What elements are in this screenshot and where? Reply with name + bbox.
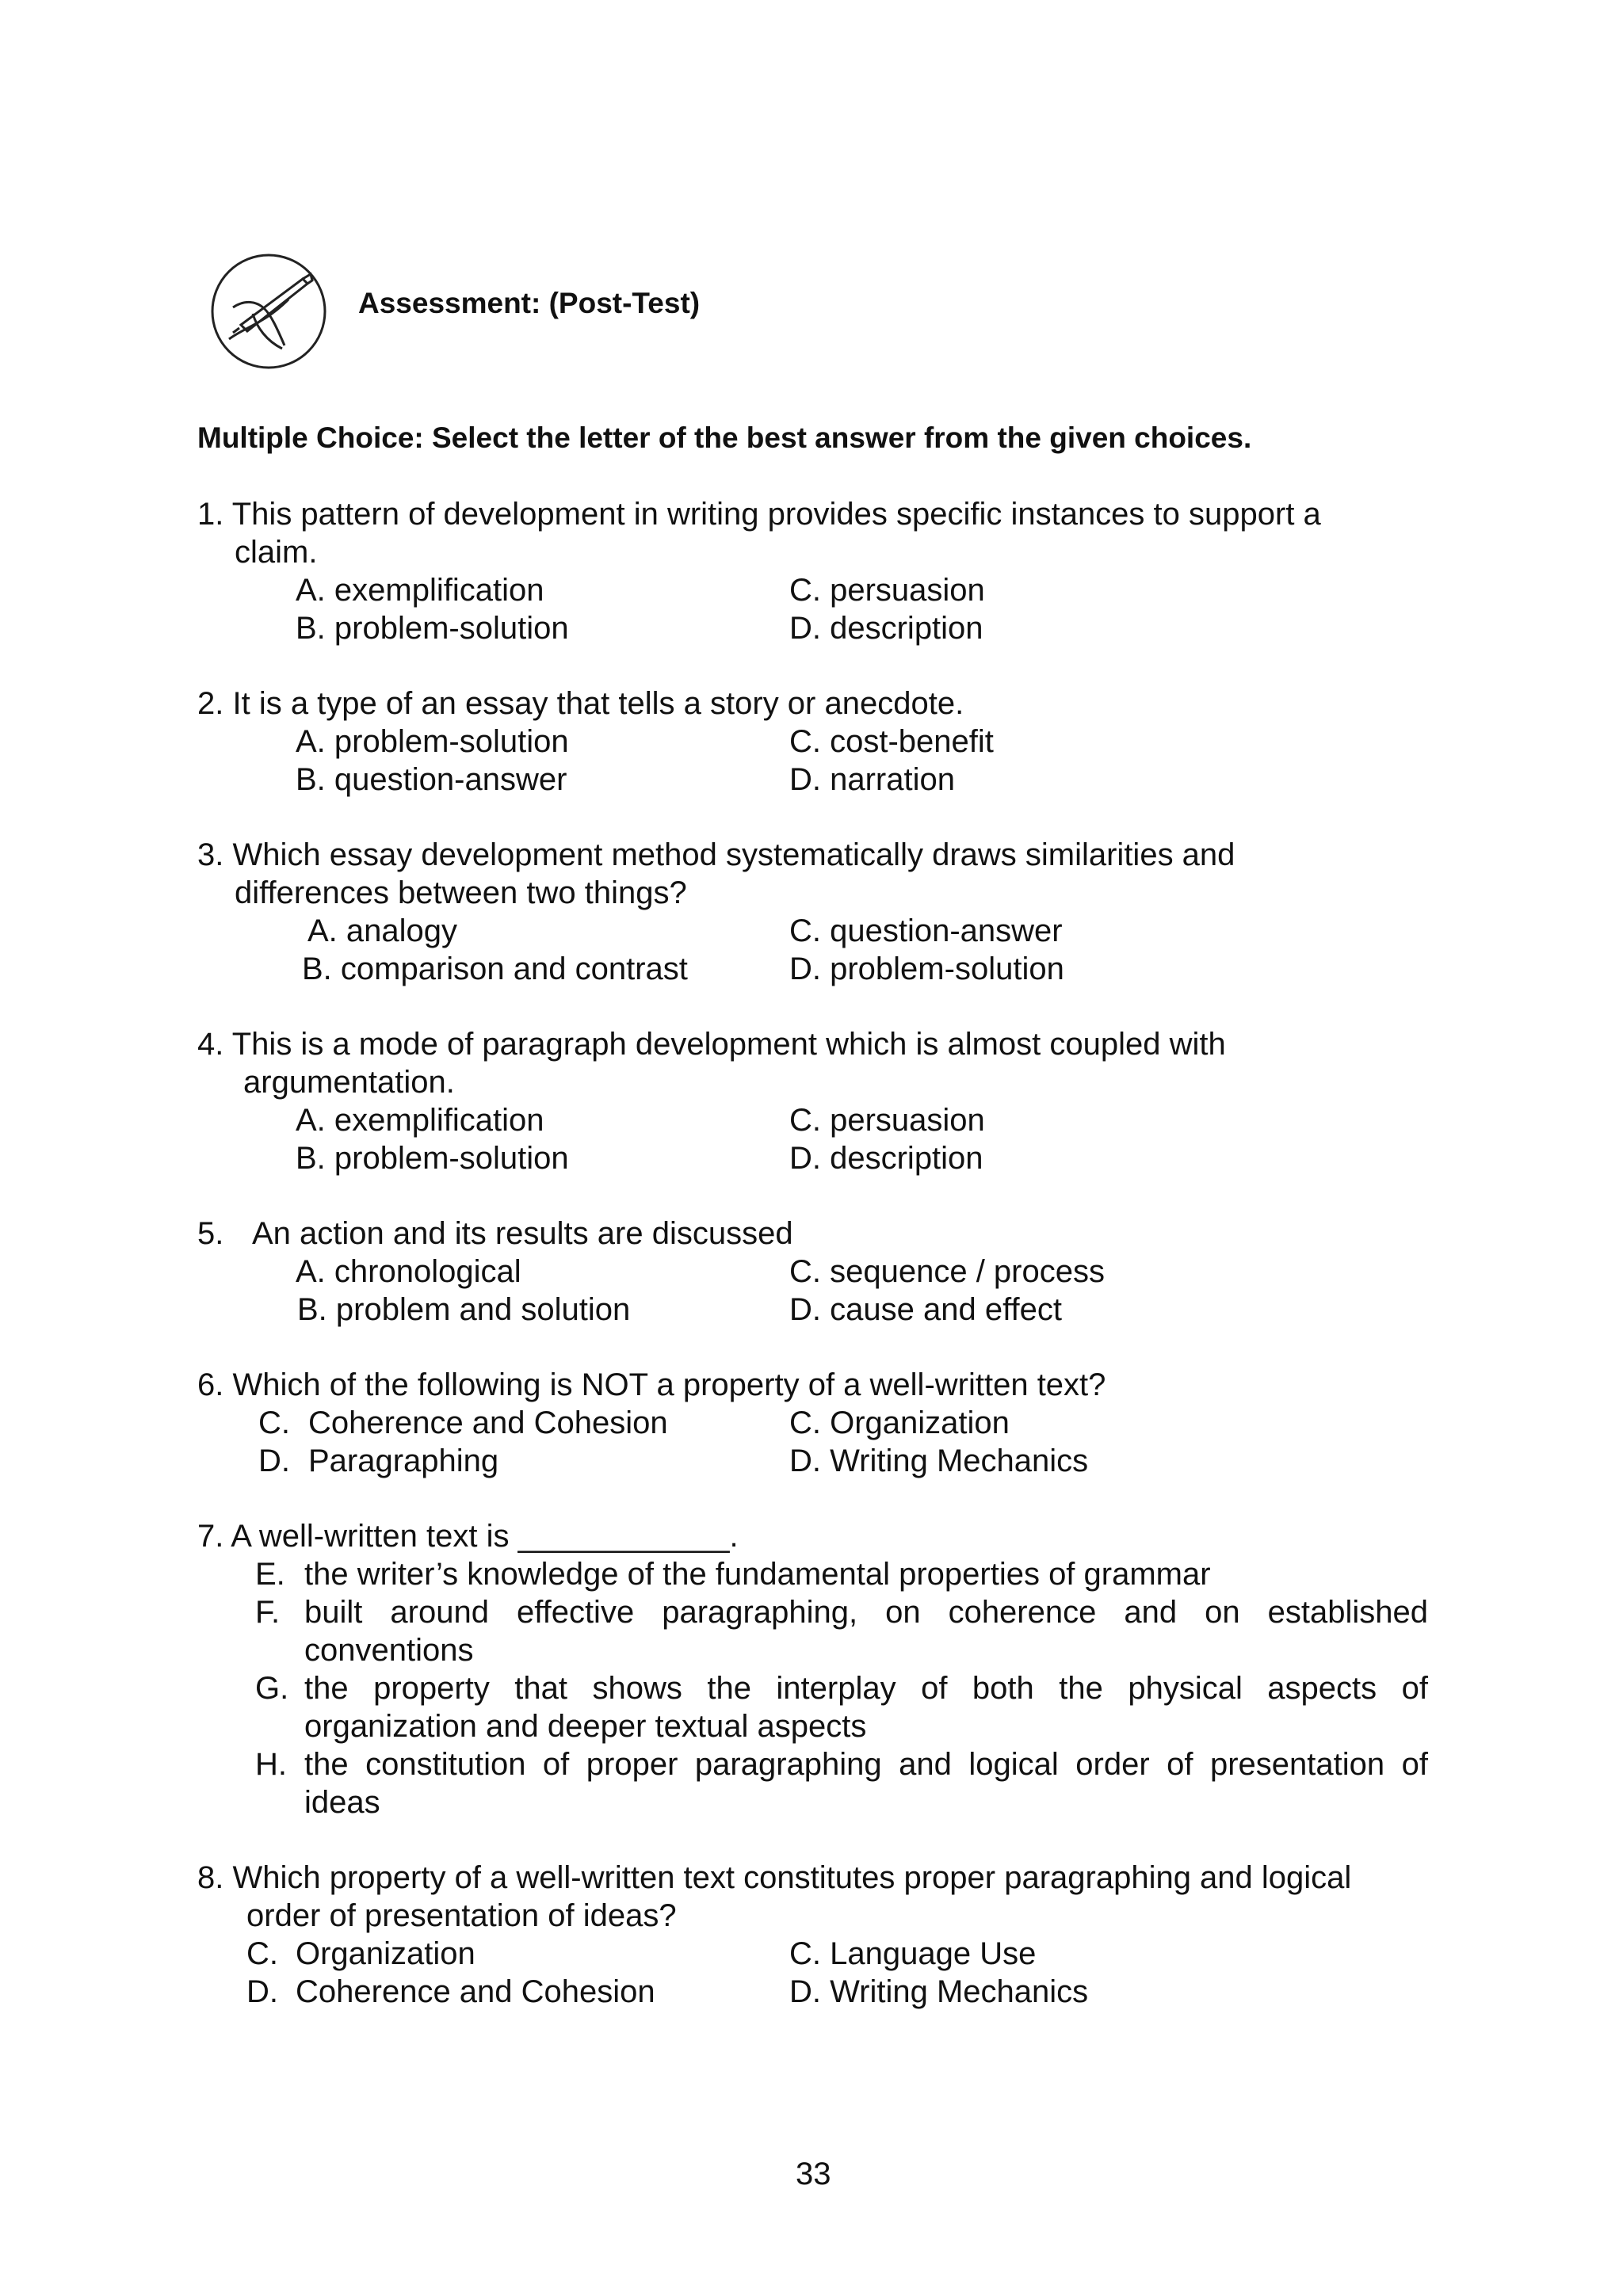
- question-8-choice-d: D. Writing Mechanics: [789, 1974, 1089, 2009]
- question-7-choice-g-letter: G.: [255, 1671, 289, 1706]
- question-8-choice-a-letter: C.: [246, 1936, 278, 1971]
- question-2-choice-a: A. problem-solution: [296, 724, 569, 759]
- question-7-text: 7. A well-written text is ____________.: [197, 1519, 739, 1554]
- question-6-choice-a-letter: C.: [258, 1405, 290, 1440]
- question-1-choice-b: B. problem-solution: [296, 611, 569, 646]
- question-7-choice-f-text: built around effective paragraphing, on coherence and on established conventions: [304, 1595, 1428, 1668]
- question-1-text-cont: claim.: [235, 535, 318, 570]
- question-3-text-cont: differences between two things?: [235, 875, 687, 910]
- question-2-choice-d: D. narration: [789, 762, 955, 797]
- question-8-text: 8. Which property of a well-written text constitutes proper paragraphing and logical: [197, 1860, 1352, 1895]
- question-7-choice-e-text: the writer’s knowledge of the fundamental properties of grammar: [304, 1557, 1211, 1592]
- question-4-choice-d: D. description: [789, 1141, 983, 1176]
- question-4-choice-a: A. exemplification: [296, 1103, 544, 1138]
- question-5-choice-a: A. chronological: [296, 1254, 521, 1289]
- question-2-text: 2. It is a type of an essay that tells a story or anecdote.: [197, 686, 964, 721]
- question-2-choice-c: C. cost-benefit: [789, 724, 994, 759]
- question-3-choice-a: A. analogy: [307, 913, 458, 948]
- question-7-choice-f-letter: F.: [255, 1595, 281, 1630]
- question-4-choice-c: C. persuasion: [789, 1103, 985, 1138]
- question-5-text: An action and its results are discussed: [252, 1216, 793, 1251]
- question-6-choice-a-text: Coherence and Cohesion: [308, 1405, 668, 1440]
- question-6-choice-b-letter: D.: [258, 1444, 290, 1478]
- question-7-choice-g-text: the property that shows the interplay of both the physical aspects of organization and deeper textual aspects: [304, 1671, 1428, 1744]
- question-5-number: 5.: [197, 1216, 224, 1251]
- question-8-text-cont: order of presentation of ideas?: [246, 1898, 677, 1933]
- question-8-choice-a-text: Organization: [296, 1936, 475, 1971]
- question-6-text: 6. Which of the following is NOT a property of a well-written text?: [197, 1367, 1106, 1402]
- assessment-title: Assessment: (Post-Test): [358, 287, 701, 319]
- question-6-choice-d: D. Writing Mechanics: [789, 1444, 1089, 1478]
- question-4-text-cont: argumentation.: [243, 1065, 455, 1100]
- question-2-choice-b: B. question-answer: [296, 762, 567, 797]
- question-8-choice-b-letter: D.: [246, 1974, 278, 2009]
- question-8-choice-c: C. Language Use: [789, 1936, 1037, 1971]
- question-1-choice-a: A. exemplification: [296, 573, 544, 608]
- question-8-choice-b-text: Coherence and Cohesion: [296, 1974, 655, 2009]
- question-3-choice-c: C. question-answer: [789, 913, 1063, 948]
- question-4-text: 4. This is a mode of paragraph development which is almost coupled with: [197, 1027, 1226, 1062]
- question-7-choice-h-letter: H.: [255, 1747, 287, 1782]
- question-3-choice-b: B. comparison and contrast: [302, 952, 688, 986]
- question-3-text: 3. Which essay development method systematically draws similarities and: [197, 837, 1235, 872]
- question-6-choice-b-text: Paragraphing: [308, 1444, 499, 1478]
- question-5-choice-d: D. cause and effect: [789, 1292, 1062, 1327]
- question-4-choice-b: B. problem-solution: [296, 1141, 569, 1176]
- question-7-choice-h-text: the constitution of proper paragraphing and logical order of presentation of ideas: [304, 1747, 1428, 1820]
- question-1-text: 1. This pattern of development in writing provides specific instances to support a: [197, 497, 1321, 532]
- question-5-choice-b: B. problem and solution: [297, 1292, 631, 1327]
- question-5-choice-c: C. sequence / process: [789, 1254, 1105, 1289]
- instructions: Multiple Choice: Select the letter of the best answer from the given choices.: [197, 421, 1252, 454]
- question-1-choice-c: C. persuasion: [789, 573, 985, 608]
- question-7-choice-e-letter: E.: [255, 1557, 285, 1592]
- page-number: 33: [796, 2157, 831, 2191]
- hand-writing-icon: [209, 252, 328, 371]
- question-1-choice-d: D. description: [789, 611, 983, 646]
- question-3-choice-d: D. problem-solution: [789, 952, 1064, 986]
- question-6-choice-c: C. Organization: [789, 1405, 1010, 1440]
